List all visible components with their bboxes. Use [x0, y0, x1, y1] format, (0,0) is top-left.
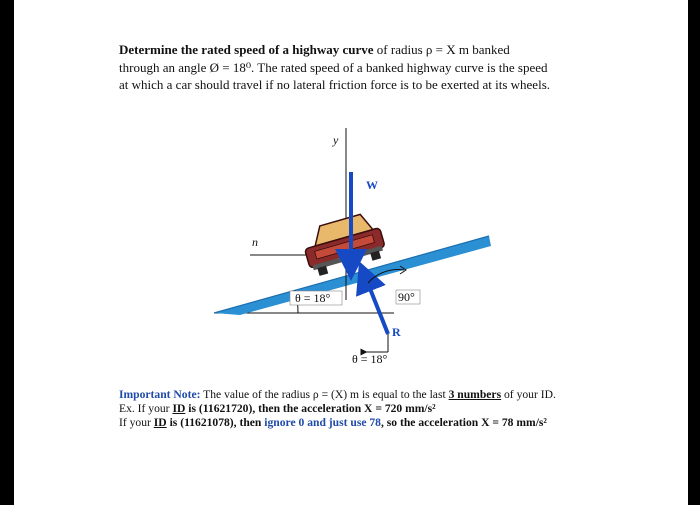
n-axis-label: n [252, 235, 258, 249]
note-line-3-id: ID [153, 416, 167, 429]
reaction-vector [365, 276, 388, 334]
note-line-1-end: of your ID. [501, 388, 556, 401]
note-line-2-id: ID [172, 402, 186, 415]
note-3-numbers: 3 numbers [448, 388, 502, 401]
note-line-1 [119, 388, 639, 402]
y-axis-label: y [333, 133, 339, 147]
note-heading: Important Note: [119, 388, 201, 401]
note-ignore-zero: ignore 0 and just use 78 [264, 416, 381, 429]
weight-label: W [366, 178, 378, 192]
angle-bank-label: θ = 18° [295, 291, 331, 305]
document-page [14, 0, 688, 505]
note-line-2-text: Ex. If your [119, 402, 173, 415]
note-line-1-text: The value of the radius ρ = (X) m is equal to the last [200, 388, 449, 401]
problem-line-2: through an angle Ø = 18⁰. The rated speed of a banked highway curve is the speed [119, 59, 548, 75]
note-line-3-example: is (11621078), then [166, 416, 265, 429]
note-line-3-text: If your [119, 416, 154, 429]
angle-bottom-label: θ = 18° [352, 352, 388, 366]
problem-line-3: at which a car should travel if no lateral friction force is to be exerted at its wheels. [119, 77, 550, 92]
problem-line-1-rest: of radius ρ = X m banked [373, 42, 510, 57]
reaction-label: R [392, 325, 401, 339]
note-line-3-end: , so the acceleration X = 78 mm/s² [380, 416, 547, 429]
note-line-3 [119, 416, 639, 430]
right-angle-label: 90° [398, 290, 415, 304]
problem-title: Determine the rated speed of a highway curve [119, 42, 374, 57]
note-line-2-example: is (11621720), then the acceleration X = 720 mm/s² [185, 402, 436, 415]
important-note [119, 388, 639, 430]
note-line-2 [119, 402, 639, 416]
